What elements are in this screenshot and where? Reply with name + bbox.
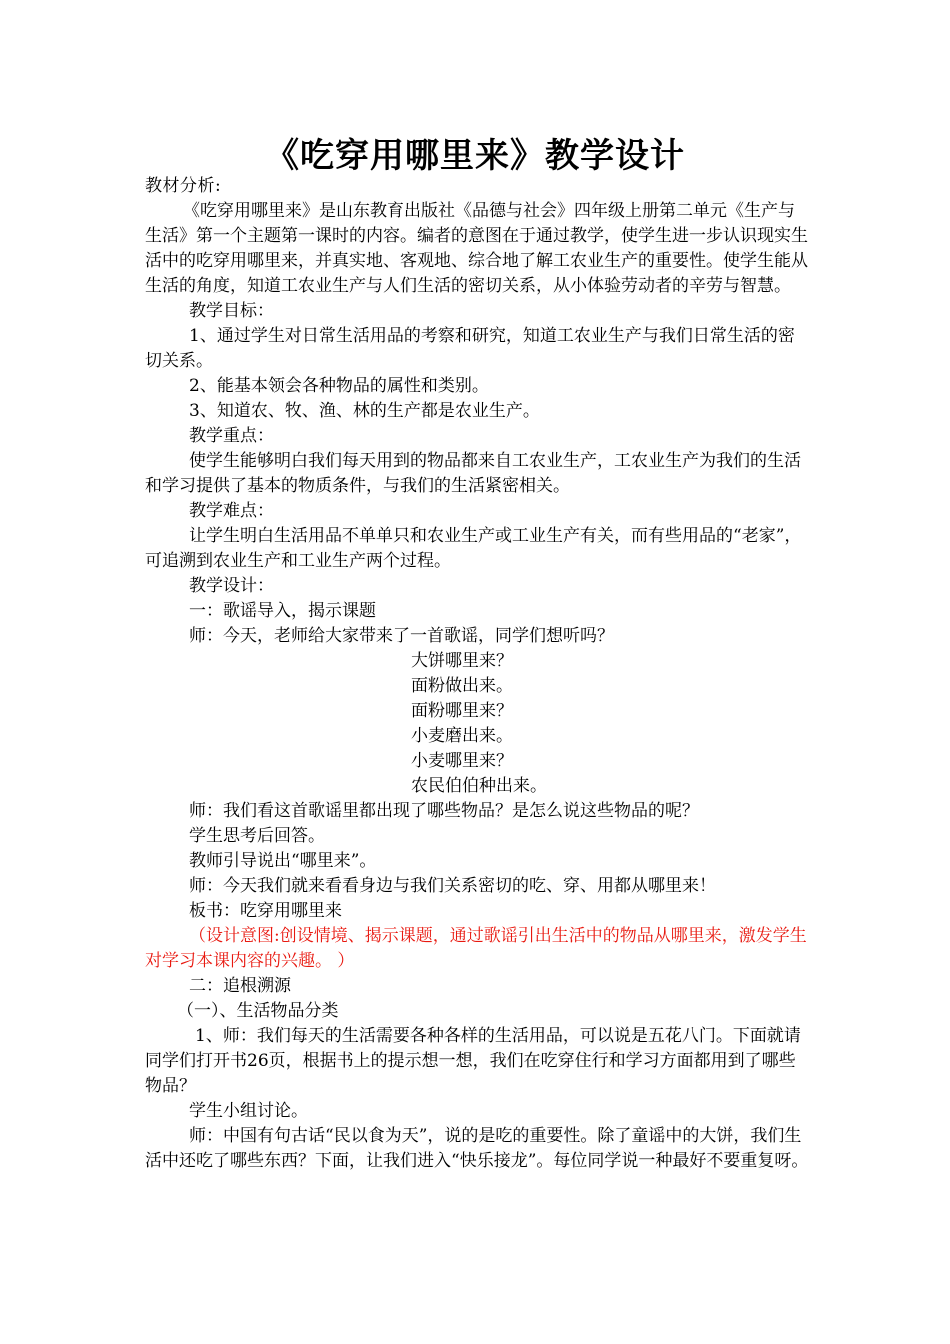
poem-line: 面粉哪里来？ [411,701,513,721]
teacher-line: 师：我们看这首歌谣里都出现了哪些物品？是怎么说这些物品的呢？ [189,801,699,821]
teacher-line: 师：今天，老师给大家带来了一首歌谣，同学们想听吗？ [189,626,614,646]
key-paragraph: 使学生能够明白我们每天用到的物品都来自工农业生产，工农业生产为我们的生活和学习提供了基本的物质条件，与我们的生活紧密相关。 [145,451,801,496]
difficulty-heading: 教学难点： [189,501,274,521]
poem-line: 面粉做出来。 [411,676,513,696]
subsection-heading: （一）、生活物品分类 [177,1001,339,1021]
poem-line: 小麦磨出来。 [411,726,513,746]
teacher-line: 师：中国有句古话“民以食为天”，说的是吃的重要性。除了童谣中的大饼，我们生活中还吃了哪些东西？下面，让我们进入“快乐接龙”。每位同学说一种最好不要重复呀。 [145,1126,809,1171]
teacher-line: 师：今天我们就来看看身边与我们关系密切的吃、穿、用都从哪里来！ [189,876,716,896]
goal-item: 1、通过学生对日常生活用品的考察和研究，知道工农业生产与我们日常生活的密切关系。 [145,326,795,371]
key-heading: 教学重点： [189,426,274,446]
board-line: 板书：吃穿用哪里来 [189,901,342,921]
student-line: 学生思考后回答。 [189,826,325,846]
poem-line: 小麦哪里来？ [411,751,513,771]
poem-line: 农民伯伯种出来。 [411,776,547,796]
document-body [145,174,810,1174]
design-heading: 教学设计： [189,576,274,596]
difficulty-paragraph: 让学生明白生活用品不单单只和农业生产或工业生产有关，而有些用品的“老家”，可追溯到农业生产和工业生产两个过程。 [145,526,802,571]
page-title: 《吃穿用哪里来》教学设计 [265,136,685,176]
design-intent-note: （设计意图:创设情境、揭示课题，通过歌谣引出生活中的物品从哪里来，激发学生对学习本课内容的兴趣。 ） [145,926,807,971]
poem-block [145,649,810,799]
analysis-heading: 教材分析: [145,176,222,196]
goal-item: 2、能基本领会各种物品的属性和类别。 [189,376,489,396]
poem-line: 大饼哪里来？ [411,651,513,671]
teacher-guide-line: 教师引导说出“哪里来”。 [189,851,377,871]
student-line: 学生小组讨论。 [189,1101,308,1121]
step-paragraph: 1、师：我们每天的生活需要各种各样的生活用品，可以说是五花八门。下面就请同学们打开书26页，根据书上的提示想一想，我们在吃穿住行和学习方面都用到了哪些物品？ [145,1026,801,1096]
part1-heading: 一：歌谣导入，揭示课题 [189,601,376,621]
part2-heading: 二：追根溯源 [189,976,291,996]
goals-heading: 教学目标： [189,301,274,321]
goal-item: 3、知道农、牧、渔、林的生产都是农业生产。 [189,401,540,421]
analysis-paragraph: 《吃穿用哪里来》是山东教育出版社《品德与社会》四年级上册第二单元《生产与生活》第一个主题第一课时的内容。编者的意图在于通过教学，使学生进一步认识现实生活中的吃穿用哪里来，并真实地、客观地、综合地了解工农业生产的重要性。使学生能从生活的角度，知道工农业生产与人们生活的密切关系，从小体验劳动者的辛劳与智慧。 [145,201,808,296]
